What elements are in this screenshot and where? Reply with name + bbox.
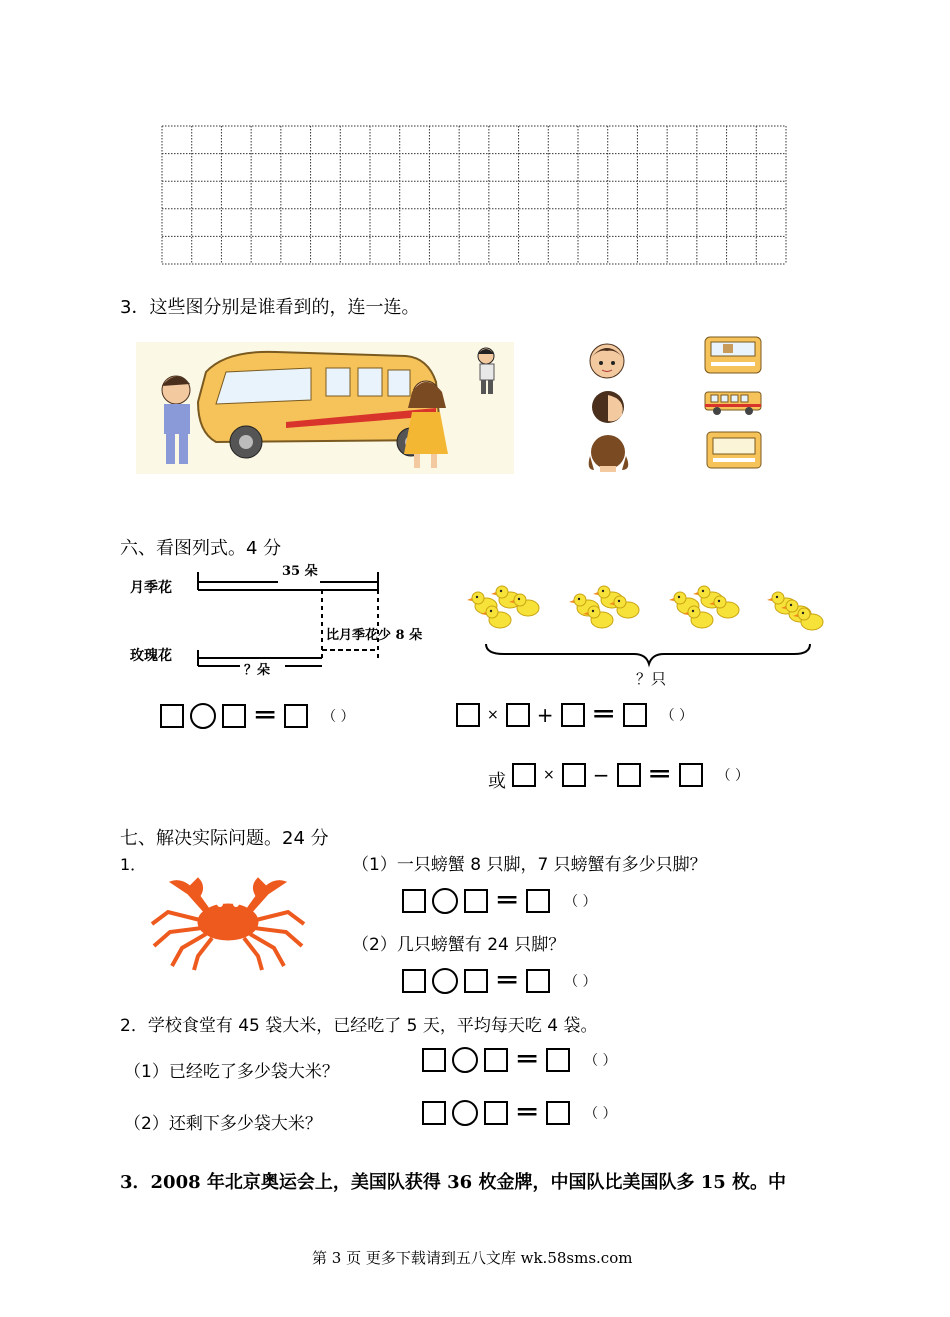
- answer-box[interactable]: [623, 703, 647, 727]
- equation-6-right: [456, 697, 694, 732]
- segment-diagram-lines: [190, 560, 450, 670]
- p2-q1: （1）已经吃了多少袋大米？: [124, 1062, 339, 1082]
- or-label: 或: [488, 771, 506, 792]
- operator-circle[interactable]: [190, 703, 216, 729]
- answer-box[interactable]: [160, 704, 184, 728]
- plus-sign: +: [536, 703, 554, 727]
- answer-box[interactable]: [562, 763, 586, 787]
- answer-box[interactable]: [526, 889, 550, 913]
- writing-grid: [162, 126, 786, 264]
- answer-box[interactable]: [402, 889, 426, 913]
- bus-side-view: [703, 389, 763, 417]
- equals-sign: ═: [518, 1042, 537, 1077]
- times-sign: ×: [543, 767, 555, 783]
- operator-circle[interactable]: [432, 888, 458, 914]
- p2-q2: （2）还剩下多少袋大米？: [124, 1114, 322, 1134]
- answer-box[interactable]: [456, 703, 480, 727]
- answer-box[interactable]: [284, 704, 308, 728]
- equals-sign: ═: [498, 963, 517, 998]
- q5-3-text: 3．这些图分别是谁看到的，连一连。: [120, 297, 420, 318]
- equals-sign: ═: [594, 697, 613, 732]
- answer-box[interactable]: [222, 704, 246, 728]
- answer-box[interactable]: [464, 889, 488, 913]
- unit-paren[interactable]: （ ）: [322, 709, 355, 725]
- unit-paren[interactable]: （ ）: [584, 1053, 617, 1069]
- segment-label-meigui: 玫瑰花: [130, 648, 172, 664]
- p3-text: 3．2008 年北京奥运会上，美国队获得 36 枚金牌，中国队比美国队多 15 枚。中: [120, 1172, 787, 1193]
- head-back-view: [580, 430, 636, 472]
- equals-sign: ═: [256, 698, 275, 733]
- equals-sign: ═: [650, 757, 669, 792]
- p2-text: 2．学校食堂有 45 袋大米，已经吃了 5 天，平均每天吃 4 袋。: [120, 1016, 598, 1036]
- answer-box[interactable]: [679, 763, 703, 787]
- segment-unknown-label: ？朵: [242, 659, 272, 678]
- answer-box[interactable]: [422, 1048, 446, 1072]
- segment-diff-label: 比月季花少 8 朵: [326, 628, 423, 643]
- chicks-brace: [484, 640, 814, 666]
- segment-label-yueji: 月季花: [130, 580, 172, 596]
- equation-7-2-2: [422, 1095, 617, 1130]
- section7-title: 七、解决实际问题。24 分: [120, 828, 329, 849]
- unit-paren[interactable]: （ ）: [584, 1106, 617, 1122]
- equation-6-alt: [488, 757, 749, 793]
- head-front-view: [580, 337, 634, 379]
- unit-paren[interactable]: （ ）: [660, 708, 694, 724]
- bus-top-view: [705, 430, 763, 470]
- answer-box[interactable]: [422, 1101, 446, 1125]
- p1-q1: （1）一只螃蟹 8 只脚，7 只螃蟹有多少只脚？: [352, 855, 707, 875]
- answer-box[interactable]: [546, 1048, 570, 1072]
- equals-sign: ═: [498, 883, 517, 918]
- unit-paren[interactable]: （ ）: [564, 974, 597, 990]
- writing-grid-lines: [162, 126, 786, 264]
- answer-box[interactable]: [561, 703, 585, 727]
- equals-sign: ═: [518, 1095, 537, 1130]
- unit-paren[interactable]: （ ）: [716, 768, 750, 784]
- bus-scene-illustration: [136, 342, 514, 474]
- unit-paren[interactable]: （ ）: [564, 894, 597, 910]
- equation-6-left: [160, 698, 355, 733]
- answer-box[interactable]: [464, 969, 488, 993]
- p1-q2: （2）几只螃蟹有 24 只脚？: [352, 935, 566, 955]
- times-sign: ×: [487, 707, 499, 723]
- p1-number: 1．: [120, 855, 147, 874]
- head-side-view: [582, 385, 634, 425]
- minus-sign: −: [592, 763, 610, 787]
- operator-circle[interactable]: [452, 1100, 478, 1126]
- operator-circle[interactable]: [452, 1047, 478, 1073]
- bus-front-view: [703, 335, 763, 375]
- answer-box[interactable]: [484, 1101, 508, 1125]
- operator-circle[interactable]: [432, 968, 458, 994]
- answer-box[interactable]: [512, 763, 536, 787]
- answer-box[interactable]: [526, 969, 550, 993]
- answer-box[interactable]: [484, 1048, 508, 1072]
- segment-total-label: 35 朵: [280, 560, 320, 579]
- answer-box[interactable]: [506, 703, 530, 727]
- answer-box[interactable]: [402, 969, 426, 993]
- footer-text: 第 3 页 更多下载请到五八文库 wk.58sms.com: [312, 1249, 633, 1267]
- answer-box[interactable]: [546, 1101, 570, 1125]
- answer-box[interactable]: [617, 763, 641, 787]
- chicks-total-label: ？只: [636, 670, 667, 688]
- section6-title: 六、看图列式。4 分: [120, 538, 282, 559]
- equation-7-1-1: [402, 883, 597, 918]
- equation-7-2-1: [422, 1042, 617, 1077]
- equation-7-1-2: [402, 963, 597, 998]
- crab-illustration: [148, 872, 308, 972]
- chicks-illustration: [470, 582, 830, 642]
